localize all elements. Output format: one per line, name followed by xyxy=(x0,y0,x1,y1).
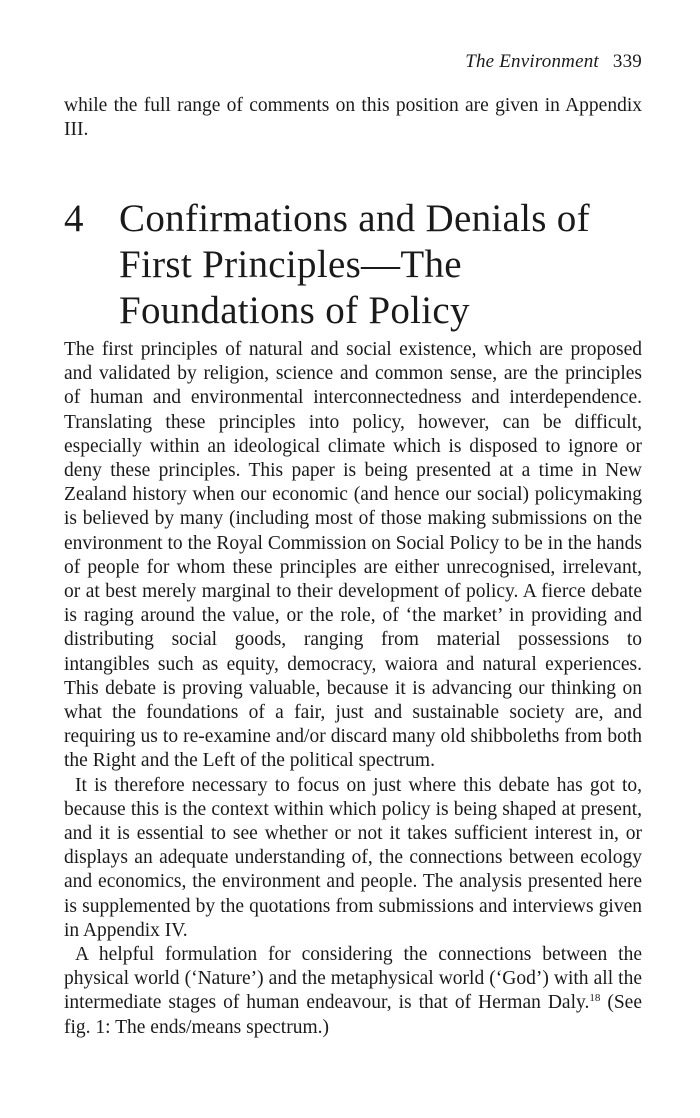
body-paragraph-3 xyxy=(64,943,642,1040)
body-paragraph-2: It is therefore necessary to focus on just where this debate has got to, because this is the context within which policy is being shaped at present, and it is essential to see whether or not it takes sufficient interest in, or displays an adequate understanding of, the connections between ecology and economics, the environment and people. The analysis presented here is supplemented by the quotations from submissions and interviews given in Appendix IV. xyxy=(64,774,642,941)
intro-paragraph: while the full range of comments on this position are given in Appendix III. xyxy=(64,95,642,141)
section-heading xyxy=(64,196,642,334)
body-paragraph-3-figure-ref: (See fig. 1: The ends/means spectrum.) xyxy=(64,992,642,1038)
footnote-reference-18[interactable]: 18 xyxy=(589,992,601,1005)
body-paragraph-3-text: A helpful formulation for considering the connections between the physical world (‘Nature’) and the metaphysical world (‘God’) with all the intermediate stages of human endeavour, is that of Herman Daly. xyxy=(64,944,642,1014)
running-header xyxy=(465,51,642,73)
running-header-title: The Environment xyxy=(465,51,599,72)
section-number: 4 xyxy=(64,197,84,240)
intro-paragraph-block xyxy=(64,94,642,142)
section-title: Confirmations and Denials of First Principles—The Foundations of Policy xyxy=(119,197,590,332)
section-body xyxy=(64,338,642,1040)
page-number: 339 xyxy=(612,51,642,72)
body-paragraph-1: The first principles of natural and social existence, which are proposed and validated by religion, science and common sense, are the principles of human and environmental interconnectedness and interdependence. Translating these principles into policy, however, can be difficult, especially within an ideological climate which is disposed to ignore or deny these principles. This paper is being presented at a time in New Zealand history when our economic (and hence our social) policymaking is believed by many (including most of those making submissions on the environment to the Royal Commission on Social Policy to be in the hands of people for whom these principles are either unrecognised, irrelevant, or at best merely marginal to their development of policy. A fierce debate is raging around the value, or the role, of ‘the market’ in providing and distributing social goods, ranging from material possessions to intangibles such as equity, democracy, waiora and natural experiences. This debate is proving valuable, because it is advancing our thinking on what the foundations of a fair, just and sustainable society are, and requiring us to re-examine and/or discard many old shibboleths from both the Right and the Left of the political spectrum. xyxy=(64,339,642,772)
